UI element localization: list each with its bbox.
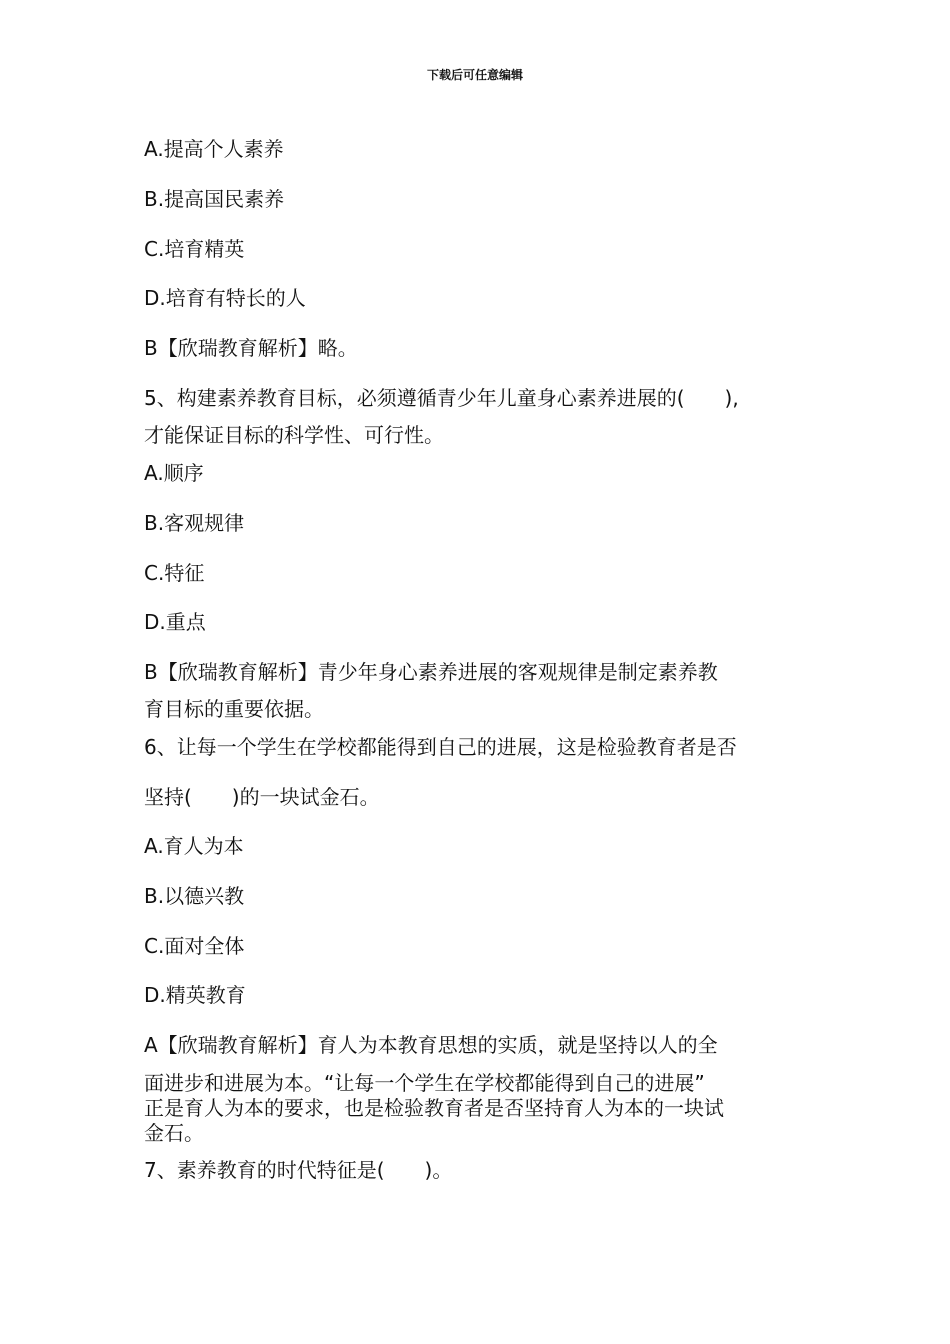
q5-stem-line-1: 5、构建素养教育目标，必须遵循青少年儿童身心素养进展的( ), <box>144 386 739 410</box>
q4-option-d: D.培育有特长的人 <box>144 286 306 310</box>
q5-option-c: C.特征 <box>144 561 205 585</box>
q4-option-b: B.提高国民素养 <box>144 187 285 211</box>
q5-answer-line-1: B【欣瑞教育解析】青少年身心素养进展的客观规律是制定素养教 <box>144 660 718 684</box>
q6-answer-line-2: 面进步和进展为本。“让每一个学生在学校都能得到自己的进展” <box>144 1071 705 1095</box>
q7-stem-line-1: 7、素养教育的时代特征是( )。 <box>144 1158 453 1182</box>
q5-option-d: D.重点 <box>144 610 206 634</box>
q4-answer: B【欣瑞教育解析】略。 <box>144 336 358 360</box>
q6-option-b: B.以德兴教 <box>144 884 245 908</box>
q4-option-a: A.提高个人素养 <box>144 137 284 161</box>
q6-answer-line-4: 金石。 <box>144 1121 204 1145</box>
q6-option-a: A.育人为本 <box>144 834 244 858</box>
q5-option-a: A.顺序 <box>144 461 204 485</box>
q6-answer-line-3: 正是育人为本的要求，也是检验教育者是否坚持育人为本的一块试 <box>144 1096 724 1120</box>
q6-stem-line-1: 6、让每一个学生在学校都能得到自己的进展，这是检验教育者是否 <box>144 735 737 759</box>
q5-option-b: B.客观规律 <box>144 511 245 535</box>
q4-option-c: C.培育精英 <box>144 237 245 261</box>
q6-answer-line-1: A【欣瑞教育解析】育人为本教育思想的实质，就是坚持以人的全 <box>144 1033 718 1057</box>
q6-option-d: D.精英教育 <box>144 983 246 1007</box>
q6-stem-line-2: 坚持( )的一块试金石。 <box>144 785 380 809</box>
q6-option-c: C.面对全体 <box>144 934 245 958</box>
q5-stem-line-2: 才能保证目标的科学性、可行性。 <box>144 423 444 447</box>
page-header: 下载后可任意编辑 <box>426 68 523 82</box>
q5-answer-line-2: 育目标的重要依据。 <box>144 697 324 721</box>
